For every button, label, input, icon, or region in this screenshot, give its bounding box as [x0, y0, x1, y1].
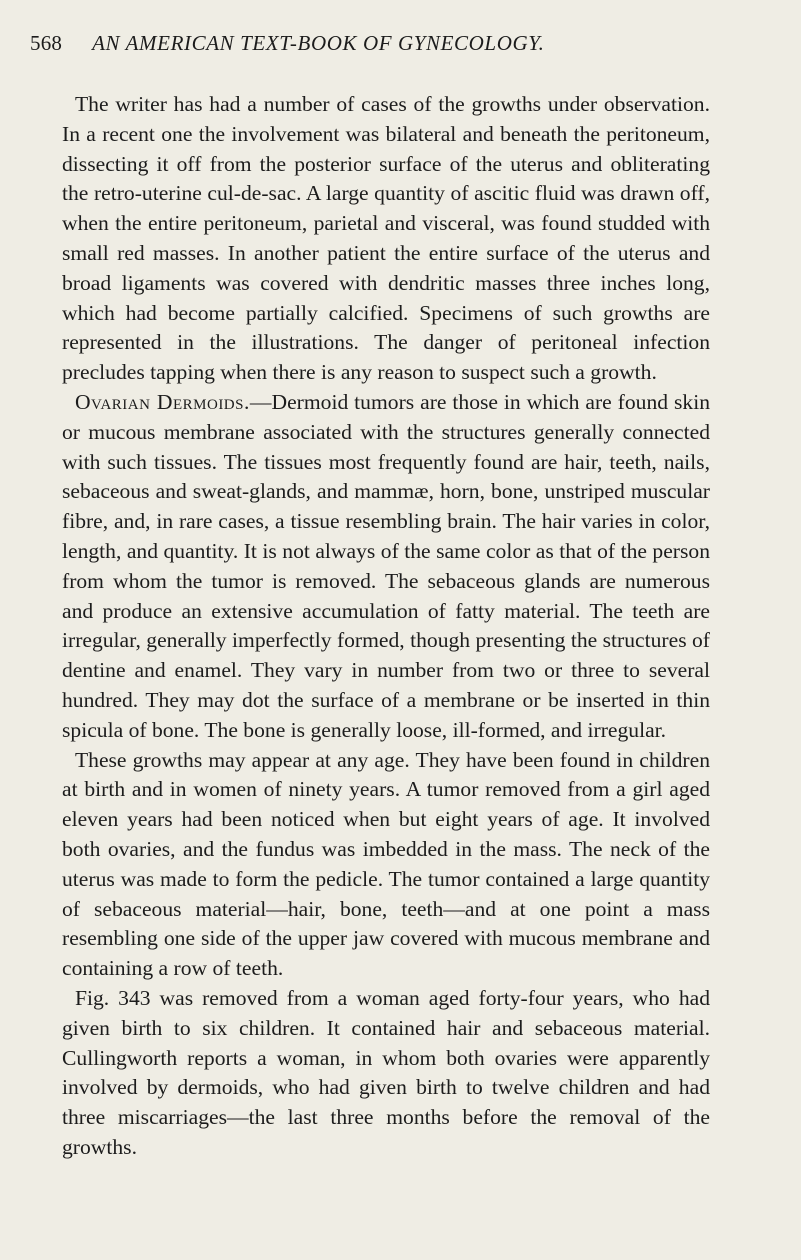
- paragraph-ovarian-dermoids: [62, 388, 710, 746]
- running-title: AN AMERICAN TEXT-BOOK OF GYNECOLOGY.: [92, 31, 545, 55]
- body-text: [62, 90, 710, 1163]
- section-heading-ovarian-dermoids: Ovarian Dermoids.: [74, 389, 250, 414]
- paragraph-ovarian-dermoids-text: —Dermoid tumors are those in which are found skin or mucous membrane associated with the structures generally connected with such tissues. The tissues most frequently found are hair, teeth, nails, sebaceous and sweat-glands, and mammæ, horn, bone, unstriped muscular fibre, and, in rare cases, a tissue resembling brain. The hair varies in color, length, and quantity. It is not always of the same color as that of the person from whom the tumor is removed. The sebaceous glands are numerous and produce an extensive accumulation of fatty material. The teeth are irregular, generally imperfectly formed, though presenting the structures of dentine and enamel. They vary in number from two or three to several hundred. They may dot the surface of a membrane or be inserted in thin spicula of bone. The bone is generally loose, ill-formed, and irregular.: [62, 389, 710, 742]
- paragraph-fig-343: Fig. 343 was removed from a woman aged forty-four years, who had given birth to six children. It contained hair and sebaceous material. Cullingworth reports a woman, in whom both ovaries were apparently involved by dermoids, who had given birth to twelve children and had three miscarriages—the last three months before the removal of the growths.: [62, 985, 710, 1159]
- paragraph-peritoneal-growths: The writer has had a number of cases of the growths under observation. In a recent one the involvement was bilateral and beneath the peritoneum, dissecting it off from the posterior surface of the uterus and obliterating the retro-uterine cul-de-sac. A large quantity of ascitic fluid was drawn off, when the entire peritoneum, parietal and visceral, was found studded with small red masses. In another patient the entire surface of the uterus and broad ligaments was covered with dendritic masses three inches long, which had become partially calcified. Specimens of such growths are represented in the illustrations. The danger of peritoneal infection precludes tapping when there is any reason to suspect such a growth.: [62, 92, 710, 385]
- running-head: [30, 30, 790, 56]
- paragraph-age-of-growths: These growths may appear at any age. They have been found in children at birth and in women of ninety years. A tumor removed from a girl aged eleven years had been noticed when but eight years of age. It involved both ovaries, and the fundus was imbedded in the mass. The neck of the uterus was made to form the pedicle. The tumor contained a large quantity of sebaceous material—hair, bone, teeth—and at one point a mass resembling one side of the upper jaw covered with mucous membrane and containing a row of teeth.: [62, 747, 710, 981]
- page-number: 568: [30, 31, 63, 55]
